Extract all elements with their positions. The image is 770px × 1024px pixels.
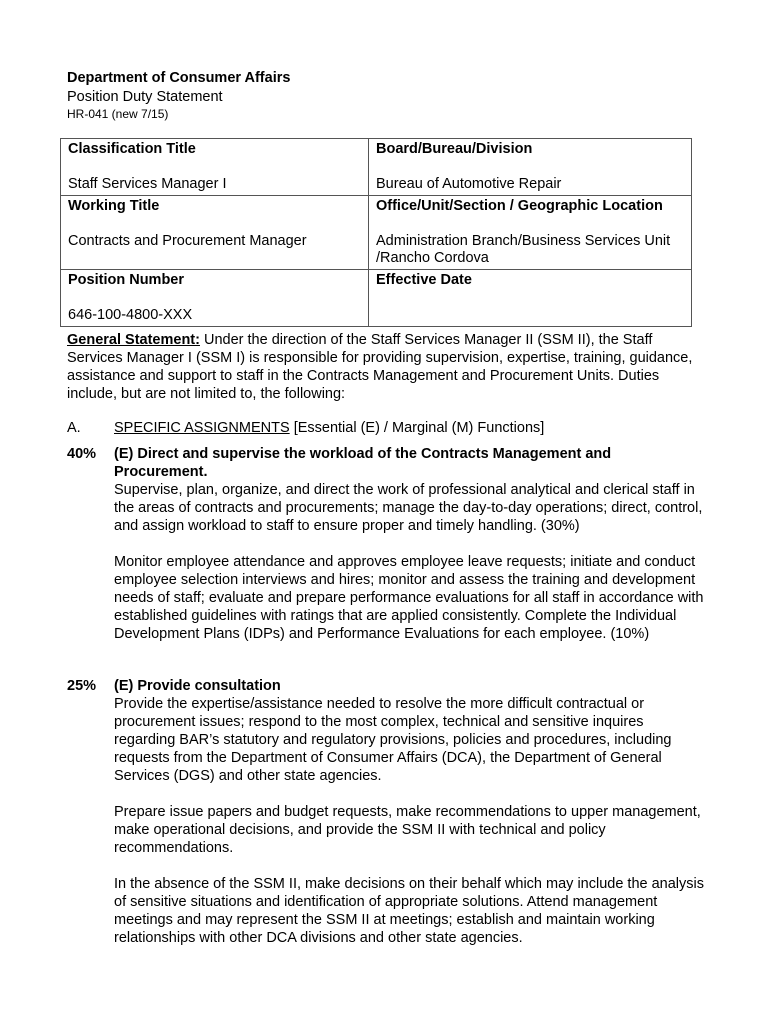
working-title-label: Working Title — [68, 198, 160, 214]
board-label: Board/Bureau/Division — [376, 141, 533, 157]
office-cell — [369, 196, 692, 270]
working-title-value: Contracts and Procurement Manager — [68, 233, 307, 249]
section-a-letter: A. — [67, 420, 81, 436]
classification-label: Classification Title — [68, 141, 196, 157]
form-code: HR-041 (new 7/15) — [67, 107, 169, 121]
working-title-cell — [61, 196, 369, 270]
position-info-table — [60, 138, 692, 327]
duty-title: (E) Direct and supervise the workload of the Contracts Management and Procurement. — [114, 446, 612, 480]
board-cell — [369, 139, 692, 196]
department-name: Department of Consumer Affairs — [67, 70, 291, 86]
document-title: Position Duty Statement — [67, 89, 223, 105]
section-a-subtitle: [Essential (E) / Marginal (M) Functions] — [293, 420, 545, 436]
section-a-title: SPECIFIC ASSIGNMENTS — [114, 420, 290, 436]
duty-title: (E) Provide consultation — [114, 678, 281, 694]
duty-percent: 25% — [67, 678, 97, 694]
duty-paragraph: In the absence of the SSM II, make decisions on their behalf which may include the analysis of sensitive situations and identification of appropriate solutions. Attend management meetings and may represent the SSM II at meetings; establish and maintain working relationships with other DCA divisions and other state agencies. — [114, 876, 704, 946]
duty-paragraph: Prepare issue papers and budget requests, make recommendations to upper management, make operational decisions, and provide the SSM II with technical and policy recommendations. — [114, 804, 701, 856]
position-number-value: 646-100-4800-XXX — [68, 307, 193, 323]
duty-paragraph: Monitor employee attendance and approves employee leave requests; initiate and conduct employee selection interviews and hires; monitor and assess the training and development needs of staff; evaluate and prepare performance evaluations for all staff in accordance with established guidelines with ratings that are applied consistently. Complete the Individual Development Plans (IDPs) and Performance Evaluations for each employee. (10%) — [114, 554, 704, 642]
classification-value: Staff Services Manager I — [68, 176, 227, 192]
general-statement-lead: General Statement: — [67, 332, 200, 348]
office-value: Administration Branch/Business Services Unit /Rancho Cordova — [376, 233, 671, 266]
effective-date-label: Effective Date — [376, 272, 472, 288]
office-label: Office/Unit/Section / Geographic Location — [376, 198, 663, 214]
effective-date-cell — [369, 270, 692, 327]
position-number-label: Position Number — [68, 272, 185, 288]
position-number-cell — [61, 270, 369, 327]
board-value: Bureau of Automotive Repair — [376, 176, 562, 192]
classification-cell — [61, 139, 369, 196]
duty-paragraph: Supervise, plan, organize, and direct the work of professional analytical and clerical staff in the areas of contracts and procurements; manage the day-to-day operations; direct, control, and assign workload to staff to ensure proper and timely handling. (30%) — [114, 482, 703, 534]
general-statement — [67, 331, 697, 403]
duty-paragraph: Provide the expertise/assistance needed to resolve the more difficult contractual or procurement issues; respond to the most complex, technical and sensitive inquires regarding BAR’s statutory and regulatory provisions, policies and procedures, including requests from the Department of Consumer Affairs (DCA), the Department of General Services (DGS) and other state agencies. — [114, 696, 672, 784]
duty-percent: 40% — [67, 446, 97, 462]
general-statement-text: Under the direction of the Staff Services Manager II (SSM II), the Staff Services Manager I (SSM I) is responsible for providing supervision, expertise, training, guidance, assistance and support to staff in the Contracts Management and Procurement Units. Duties include, but are not limited to, the following: — [67, 332, 693, 402]
